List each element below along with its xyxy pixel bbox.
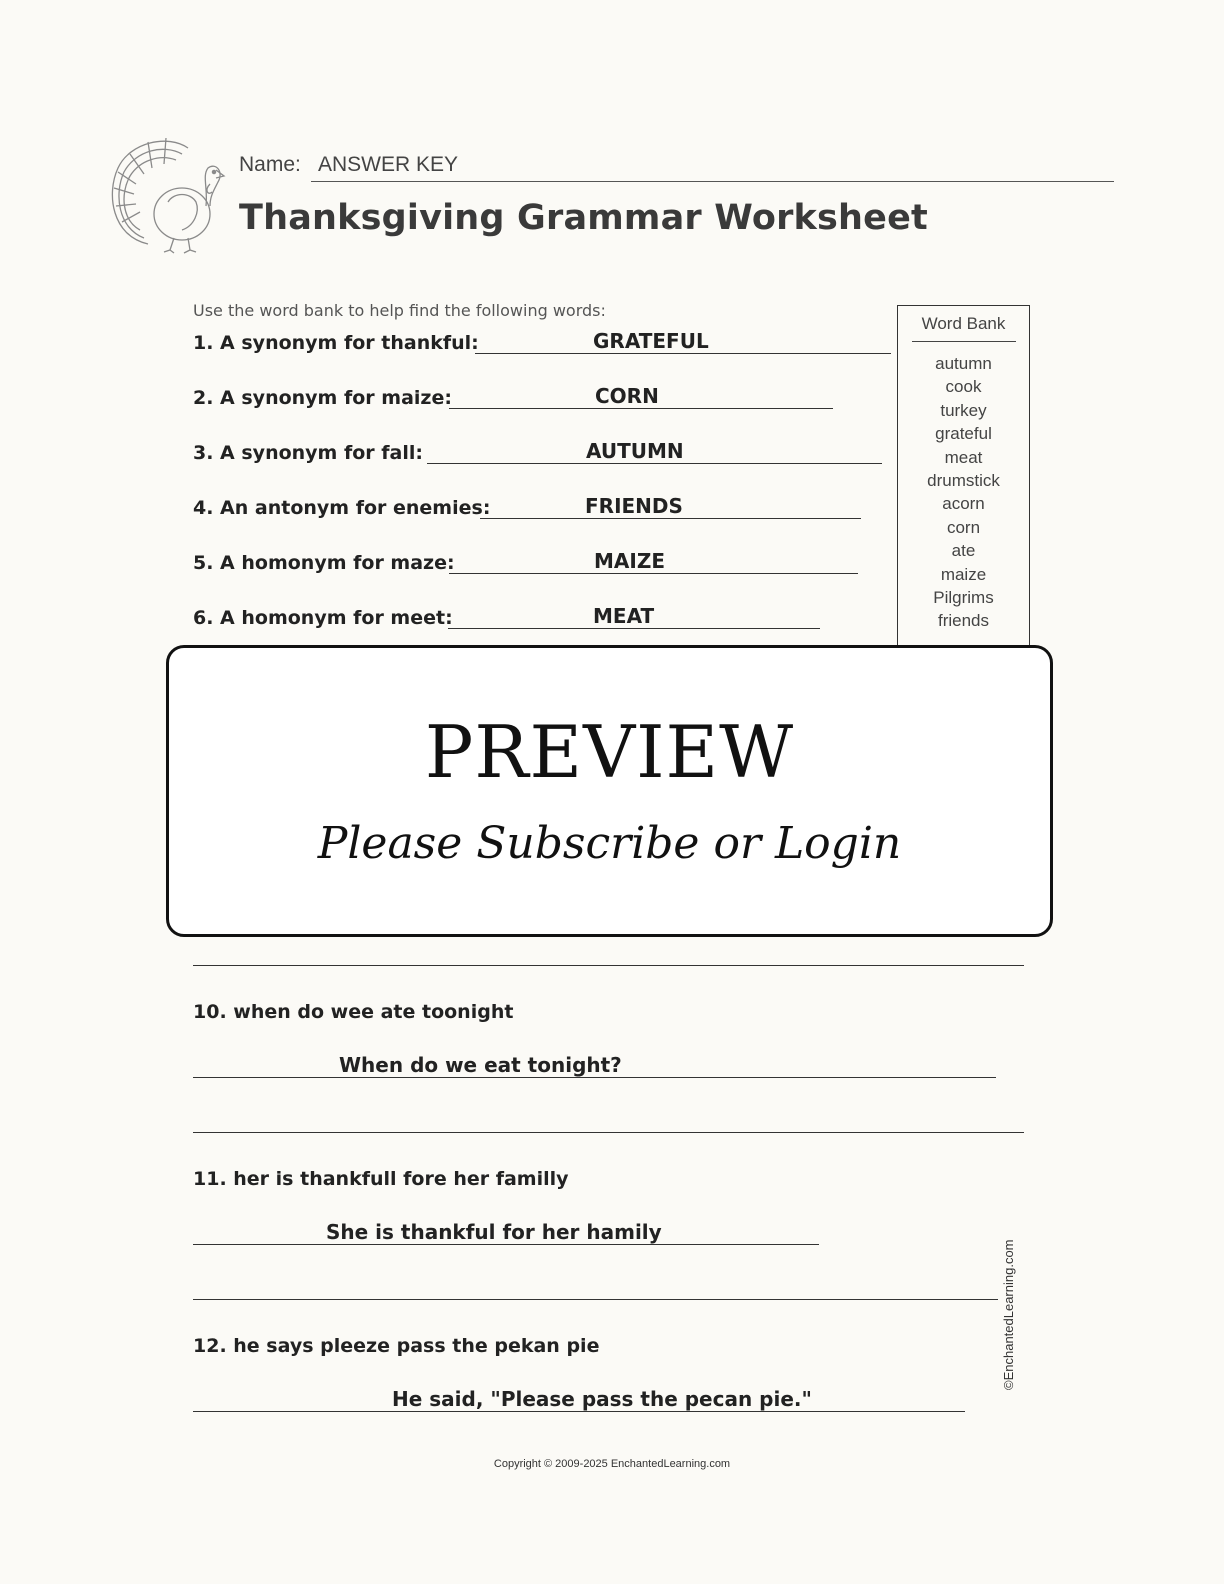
word-bank-item: meat (944, 447, 983, 467)
question-row (193, 546, 883, 580)
word-bank-item: acorn (942, 494, 985, 514)
question-answer: AUTUMN (586, 439, 684, 463)
sentence-answer-row (193, 1217, 823, 1251)
answer-line (193, 1411, 965, 1412)
word-bank-divider (912, 341, 1016, 342)
question-row (193, 326, 893, 360)
word-bank-item: ate (951, 541, 976, 561)
writing-line (193, 1132, 1024, 1133)
word-bank-item: drumstick (927, 471, 1000, 491)
question-prompt: 2. A synonym for maize: (193, 387, 452, 409)
sentence-answer: She is thankful for her hamily (326, 1220, 662, 1244)
word-bank-list (898, 352, 1029, 633)
name-label: Name: (239, 153, 301, 176)
site-credit: ©EnchantedLearning.com (1001, 1239, 1016, 1390)
name-value: ANSWER KEY (318, 153, 459, 176)
question-prompt: 4. An antonym for enemies: (193, 497, 491, 519)
sentence-prompt: 11. her is thankfull fore her familly (193, 1168, 569, 1190)
answer-line (448, 628, 820, 629)
sentence-prompt-row (193, 1329, 993, 1363)
word-bank-item: corn (946, 517, 981, 537)
subscribe-login-prompt[interactable]: Please Subscribe or Login (317, 818, 902, 869)
sentence-prompt: 10. when do wee ate toonight (193, 1001, 514, 1023)
question-prompt: 6. A homonym for meet: (193, 607, 453, 629)
preview-title: PREVIEW (424, 710, 795, 794)
question-answer: CORN (595, 384, 659, 408)
sentence-prompt: 12. he says pleeze pass the pekan pie (193, 1335, 600, 1357)
sentence-prompt-row (193, 995, 993, 1029)
writing-line (193, 1299, 998, 1300)
preview-overlay[interactable] (166, 645, 1053, 937)
copyright: Copyright © 2009-2025 EnchantedLearning.com (493, 1458, 731, 1470)
sentence-answer-row (193, 1384, 973, 1418)
answer-line (475, 353, 891, 354)
question-row (193, 436, 893, 470)
question-prompt: 3. A synonym for fall: (193, 442, 423, 464)
word-bank-item: Pilgrims (933, 588, 994, 608)
answer-line (193, 1077, 996, 1078)
answer-line (193, 1244, 819, 1245)
word-bank-item: turkey (940, 400, 987, 420)
writing-line (193, 965, 1024, 966)
sentence-answer: He said, "Please pass the pecan pie." (392, 1387, 812, 1411)
word-bank-item: grateful (935, 424, 992, 444)
question-row (193, 601, 843, 635)
answer-line (480, 518, 861, 519)
question-answer: FRIENDS (585, 494, 683, 518)
question-prompt: 5. A homonym for maze: (193, 552, 455, 574)
word-bank-item: maize (940, 564, 987, 584)
word-bank-item: autumn (935, 354, 992, 373)
question-answer: MAIZE (594, 549, 665, 573)
answer-line (449, 573, 858, 574)
question-answer: MEAT (593, 604, 655, 628)
word-bank (897, 305, 1030, 647)
name-line (311, 181, 1114, 182)
word-bank-item: friends (937, 611, 990, 631)
word-bank-title: Word Bank (921, 314, 1006, 333)
question-answer: GRATEFUL (593, 329, 709, 353)
answer-line (449, 408, 833, 409)
question-prompt: 1. A synonym for thankful: (193, 332, 479, 354)
question-row (193, 491, 883, 525)
instructions: Use the word bank to help find the following words: (193, 301, 606, 320)
turkey-icon (104, 132, 230, 254)
answer-line (427, 463, 882, 464)
word-bank-item: cook (945, 377, 982, 397)
question-row (193, 381, 843, 415)
sentence-answer: When do we eat tonight? (339, 1053, 622, 1077)
sentence-answer-row (193, 1050, 1003, 1084)
worksheet-title: Thanksgiving Grammar Worksheet (239, 198, 928, 238)
sentence-prompt-row (193, 1162, 993, 1196)
